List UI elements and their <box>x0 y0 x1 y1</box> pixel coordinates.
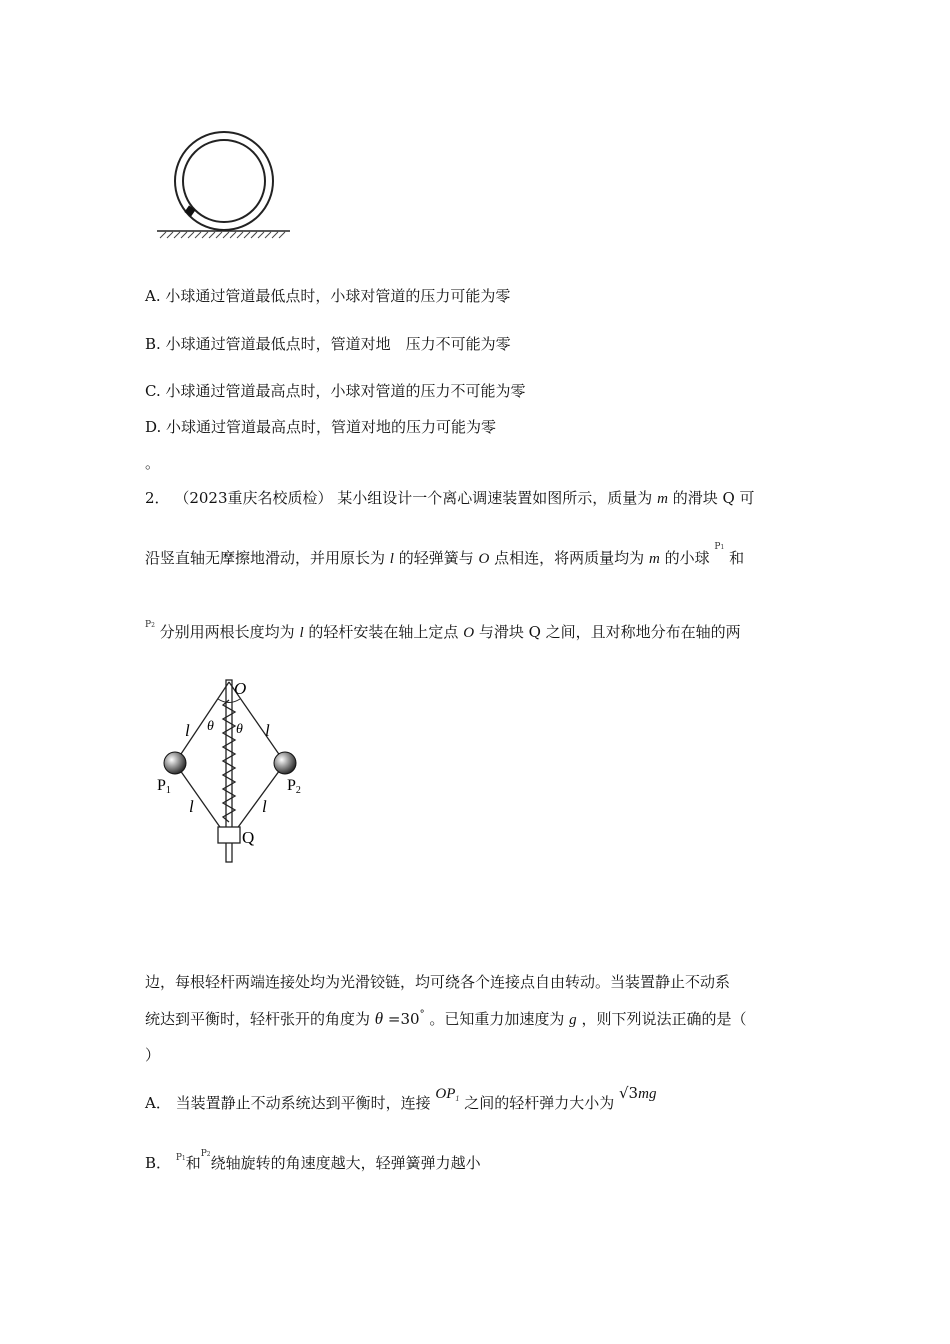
text: 点相连，将两质量均为 <box>494 549 645 567</box>
var-O: O <box>463 625 475 641</box>
sqrt3-mg <box>619 1084 656 1102</box>
p-letter: P <box>200 1149 207 1159</box>
var-m: m <box>657 491 668 507</box>
theta-symbol: θ <box>374 1009 384 1028</box>
option-text: 小球通过管道最高点时，小球对管道的压力不可能为零 <box>165 382 526 400</box>
subscript: 2 <box>206 1151 211 1158</box>
q2-option-a[interactable] <box>145 1084 657 1116</box>
label-theta: θ <box>236 722 243 737</box>
p-letter: P <box>145 620 152 630</box>
text: 某小组设计一个离心调速装置如图所示，质量为 <box>337 489 653 507</box>
p2-symbol <box>201 1149 211 1159</box>
p-letter: P <box>714 542 721 552</box>
rod-p1-q <box>175 763 222 830</box>
option-letter: D. <box>145 418 162 436</box>
ball-p1 <box>164 752 186 774</box>
subscript: 1 <box>455 1094 460 1103</box>
slider-q <box>218 827 240 843</box>
option-text: 绕轴旋转的角速度越大，轻弹簧弹力越小 <box>210 1154 481 1172</box>
option-text: 之间的轻杆弹力大小为 <box>464 1094 615 1112</box>
text: 分别用两根长度均为 <box>159 623 295 641</box>
q2-line-4: 边，每根轻杆两端连接处均为光滑铰链，均可绕各个连接点自由转动。当装置静止不动系 <box>145 973 731 991</box>
subscript: 1 <box>181 1155 186 1162</box>
rod-p2-q <box>236 763 285 830</box>
option-letter: B． <box>145 1154 172 1172</box>
p-letter: P <box>175 1153 182 1163</box>
ball-p2 <box>274 752 296 774</box>
text: 。已知重力加速度为 <box>429 1010 565 1028</box>
text: ，则下列说法正确的是（ <box>581 1010 747 1028</box>
q2-option-b[interactable] <box>145 1149 481 1177</box>
subscript: 1 <box>720 544 725 551</box>
label-l: l <box>262 797 267 816</box>
p1-symbol <box>176 1153 186 1163</box>
option-letter: C. <box>145 382 161 400</box>
label-l: l <box>189 797 194 816</box>
label-P2: P2 <box>287 777 301 796</box>
option-letter: A． <box>145 1094 171 1112</box>
subscript: 2 <box>151 622 155 629</box>
rod-o-p1 <box>175 682 229 763</box>
sqrt3: √3 <box>619 1084 639 1102</box>
label-l: l <box>265 721 270 740</box>
text: 和 <box>729 549 745 567</box>
option-text: 小球通过管道最高点时，管道对地的压力可能为零 <box>166 418 497 436</box>
op1-symbol <box>435 1086 459 1102</box>
label-theta: θ <box>207 719 214 734</box>
label-l: l <box>185 721 190 740</box>
text: 的轻弹簧与 <box>398 549 474 567</box>
option-text: 和 <box>185 1154 201 1172</box>
angle-value: =30 <box>383 1010 420 1028</box>
question-number: 2． <box>145 489 170 507</box>
label-Q: Q <box>242 828 255 847</box>
text: 沿竖直轴无摩擦地滑动，并用原长为 <box>145 549 386 567</box>
q2-line-6: ） <box>145 1046 161 1064</box>
var-g: g <box>569 1012 577 1028</box>
option-text: 当装置静止不动系统达到平衡时，连接 <box>175 1094 431 1112</box>
option-text: 小球通过管道最低点时，管道对地 压力不可能为零 <box>165 335 511 353</box>
var-O: O <box>478 551 490 567</box>
degree-symbol: ° <box>419 1009 425 1020</box>
var-m: m <box>648 551 660 567</box>
var-mg: mg <box>638 1086 657 1102</box>
text: 的滑块 Q 可 <box>672 489 755 507</box>
label-P1: P1 <box>157 777 171 796</box>
text: 与滑块 Q 之间，且对称地分布在轴的两 <box>478 623 741 641</box>
option-text: 小球通过管道最低点时，小球对管道的压力可能为零 <box>165 287 511 305</box>
option-letter: B. <box>145 335 161 353</box>
label-O: O <box>234 679 247 698</box>
q2-line-5 <box>145 1009 746 1032</box>
option-letter: A. <box>145 287 161 305</box>
var-l: l <box>389 551 394 567</box>
var-l: l <box>299 625 304 641</box>
text: 统达到平衡时，轻杆张开的角度为 <box>145 1010 371 1028</box>
text: 的轻杆安装在轴上定点 <box>308 623 459 641</box>
op-letters: OP <box>435 1086 456 1102</box>
trailing-mark: 。 <box>145 454 161 472</box>
text: 的小球 <box>664 549 710 567</box>
question-source: （2023重庆名校质检） <box>174 489 333 507</box>
